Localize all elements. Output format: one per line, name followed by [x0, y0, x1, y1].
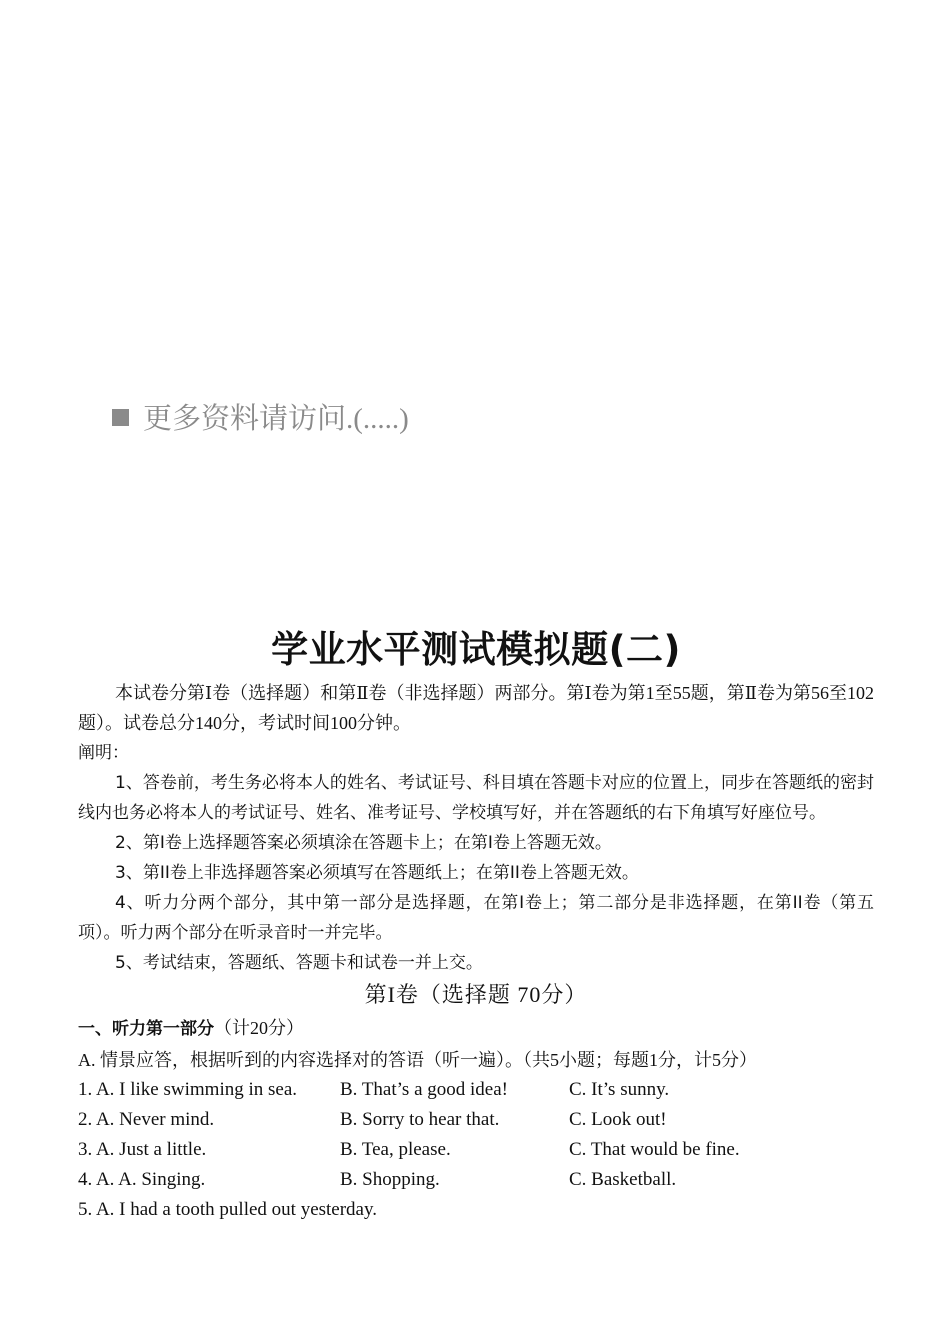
option-a: 4. A. A. Singing.: [78, 1169, 206, 1190]
question-row: [78, 1135, 874, 1165]
option-a: 5. A. I had a tooth pulled out yesterday.: [78, 1199, 378, 1220]
note-item: 2、第Ⅰ卷上选择题答案必须填涂在答题卡上；在第Ⅰ卷上答题无效。: [115, 833, 612, 853]
note-item: 5、考试结束，答题纸、答题卡和试卷一并上交。: [115, 953, 483, 973]
note-item: 4、听力分两个部分，其中第一部分是选择题，在第Ⅰ卷上；第二部分是非选择题，在第II卷（第五项）。听力两个部分在听录音时一并完毕。: [78, 893, 874, 943]
section-title: 第I卷（选择题 70分）: [364, 982, 588, 1007]
option-c: C. That would be fine.: [569, 1139, 740, 1160]
question-row: [78, 1105, 874, 1135]
promo-text: 更多资料请访问.(.....): [143, 403, 409, 435]
option-b: B. Sorry to hear that.: [340, 1109, 500, 1130]
option-c: C. Basketball.: [569, 1169, 677, 1190]
note-item: 3、第II卷上非选择题答案必须填写在答题纸上；在第II卷上答题无效。: [115, 863, 639, 883]
exam-content: [78, 624, 874, 1225]
option-c: C. It’s sunny.: [569, 1079, 670, 1100]
option-a: 3. A. Just a little.: [78, 1139, 207, 1160]
question-row: [78, 1195, 874, 1225]
option-a: 2. A. Never mind.: [78, 1109, 215, 1130]
option-b: B. Tea, please.: [340, 1139, 451, 1160]
part-heading: [78, 1012, 874, 1045]
part-heading-bold: 一、听力第一部分: [78, 1019, 214, 1039]
option-b: B. That’s a good idea!: [340, 1079, 508, 1100]
square-bullet-icon: [112, 409, 129, 426]
exam-title: 学业水平测试模拟题(二): [271, 628, 681, 671]
part-heading-score: （计20分）: [214, 1018, 304, 1038]
promo-line: [112, 396, 409, 437]
question-row: [78, 1165, 874, 1195]
notes-label: 阐明：: [78, 743, 129, 763]
question-row: [78, 1075, 874, 1105]
note-item: 1、答卷前，考生务必将本人的姓名、考试证号、科目填在答题卡对应的位置上，同步在答题纸的密封线内也务必将本人的考试证号、姓名、准考证号、学校填写好，并在答题纸的右下角填写好座位号。: [78, 773, 874, 823]
option-b: B. Shopping.: [340, 1169, 440, 1190]
option-a: 1. A. I like swimming in sea.: [78, 1079, 298, 1100]
option-c: C. Look out!: [569, 1109, 667, 1130]
intro-paragraph: 本试卷分第Ⅰ卷（选择题）和第Ⅱ卷（非选择题）两部分。第Ⅰ卷为第1至55题，第Ⅱ卷为第56至102题）。试卷总分140分，考试时间100分钟。: [78, 683, 874, 733]
question-list: [78, 1075, 874, 1225]
part-a-instructions: A. 情景应答，根据听到的内容选择对的答语（听一遍）。（共5小题；每题1分，计5分）: [78, 1050, 757, 1070]
